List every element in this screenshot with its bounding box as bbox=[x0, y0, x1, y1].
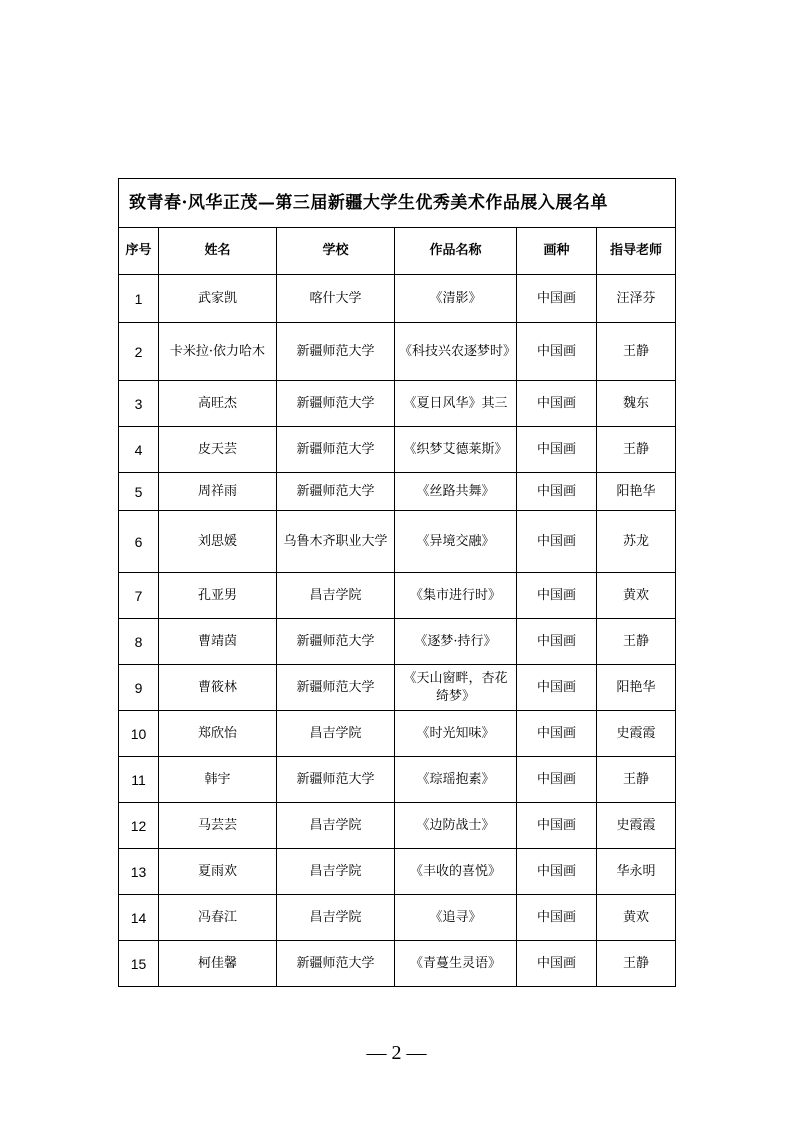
cell-school: 新疆师范大学 bbox=[277, 381, 395, 427]
cell-index: 7 bbox=[119, 573, 159, 619]
cell-work-title: 《织梦艾德莱斯》 bbox=[395, 427, 517, 473]
cell-name: 郑欣怡 bbox=[159, 711, 277, 757]
cell-index: 15 bbox=[119, 941, 159, 987]
cell-name: 韩宇 bbox=[159, 757, 277, 803]
cell-name: 曹靖茵 bbox=[159, 619, 277, 665]
cell-index: 13 bbox=[119, 849, 159, 895]
cell-genre: 中国画 bbox=[517, 427, 597, 473]
header-genre: 画种 bbox=[517, 228, 597, 275]
cell-work-title: 《丰收的喜悦》 bbox=[395, 849, 517, 895]
cell-school: 新疆师范大学 bbox=[277, 665, 395, 711]
cell-genre: 中国画 bbox=[517, 803, 597, 849]
cell-name: 冯春江 bbox=[159, 895, 277, 941]
cell-school: 新疆师范大学 bbox=[277, 427, 395, 473]
cell-index: 3 bbox=[119, 381, 159, 427]
cell-index: 8 bbox=[119, 619, 159, 665]
table-row bbox=[119, 473, 676, 511]
cell-name: 高旺杰 bbox=[159, 381, 277, 427]
cell-school: 新疆师范大学 bbox=[277, 619, 395, 665]
cell-genre: 中国画 bbox=[517, 275, 597, 323]
cell-work-title: 《琮瑶抱素》 bbox=[395, 757, 517, 803]
cell-genre: 中国画 bbox=[517, 619, 597, 665]
cell-advisor: 魏东 bbox=[597, 381, 676, 427]
cell-name: 周祥雨 bbox=[159, 473, 277, 511]
cell-genre: 中国画 bbox=[517, 323, 597, 381]
table-row bbox=[119, 757, 676, 803]
header-work-title: 作品名称 bbox=[395, 228, 517, 275]
cell-name: 曹筱林 bbox=[159, 665, 277, 711]
cell-index: 9 bbox=[119, 665, 159, 711]
cell-work-title: 《夏日风华》其三 bbox=[395, 381, 517, 427]
cell-advisor: 苏龙 bbox=[597, 511, 676, 573]
cell-advisor: 史霞霞 bbox=[597, 803, 676, 849]
cell-advisor: 王静 bbox=[597, 619, 676, 665]
document-title: 致青春·风华正茂—第三届新疆大学生优秀美术作品展入展名单 bbox=[119, 179, 676, 228]
cell-advisor: 王静 bbox=[597, 427, 676, 473]
cell-work-title: 《青蔓生灵语》 bbox=[395, 941, 517, 987]
cell-index: 1 bbox=[119, 275, 159, 323]
cell-genre: 中国画 bbox=[517, 381, 597, 427]
cell-index: 6 bbox=[119, 511, 159, 573]
cell-work-title: 《科技兴农逐梦时》 bbox=[395, 323, 517, 381]
cell-work-title: 《异境交融》 bbox=[395, 511, 517, 573]
cell-school: 昌吉学院 bbox=[277, 711, 395, 757]
cell-school: 新疆师范大学 bbox=[277, 941, 395, 987]
table-row bbox=[119, 573, 676, 619]
cell-name: 武家凯 bbox=[159, 275, 277, 323]
cell-name: 马芸芸 bbox=[159, 803, 277, 849]
cell-school: 新疆师范大学 bbox=[277, 757, 395, 803]
table-row bbox=[119, 941, 676, 987]
table-row bbox=[119, 275, 676, 323]
cell-work-title: 《追寻》 bbox=[395, 895, 517, 941]
cell-genre: 中国画 bbox=[517, 711, 597, 757]
cell-school: 新疆师范大学 bbox=[277, 323, 395, 381]
header-index: 序号 bbox=[119, 228, 159, 275]
header-row bbox=[119, 228, 676, 275]
cell-name: 皮天芸 bbox=[159, 427, 277, 473]
table-row bbox=[119, 895, 676, 941]
cell-advisor: 阳艳华 bbox=[597, 473, 676, 511]
cell-genre: 中国画 bbox=[517, 473, 597, 511]
cell-advisor: 汪泽芬 bbox=[597, 275, 676, 323]
table-row bbox=[119, 381, 676, 427]
cell-school: 新疆师范大学 bbox=[277, 473, 395, 511]
cell-name: 刘思媛 bbox=[159, 511, 277, 573]
cell-work-title: 《边防战士》 bbox=[395, 803, 517, 849]
cell-school: 昌吉学院 bbox=[277, 573, 395, 619]
cell-index: 10 bbox=[119, 711, 159, 757]
cell-advisor: 王静 bbox=[597, 323, 676, 381]
cell-school: 昌吉学院 bbox=[277, 895, 395, 941]
cell-name: 卡米拉·依力哈木 bbox=[159, 323, 277, 381]
cell-index: 12 bbox=[119, 803, 159, 849]
cell-genre: 中国画 bbox=[517, 941, 597, 987]
cell-index: 2 bbox=[119, 323, 159, 381]
cell-advisor: 史霞霞 bbox=[597, 711, 676, 757]
cell-genre: 中国画 bbox=[517, 849, 597, 895]
cell-genre: 中国画 bbox=[517, 895, 597, 941]
table-row bbox=[119, 711, 676, 757]
cell-school: 昌吉学院 bbox=[277, 849, 395, 895]
table-row bbox=[119, 849, 676, 895]
cell-genre: 中国画 bbox=[517, 757, 597, 803]
table-row bbox=[119, 619, 676, 665]
cell-name: 孔亚男 bbox=[159, 573, 277, 619]
header-advisor: 指导老师 bbox=[597, 228, 676, 275]
roster-table bbox=[118, 178, 676, 987]
cell-index: 11 bbox=[119, 757, 159, 803]
table-row bbox=[119, 323, 676, 381]
cell-school: 昌吉学院 bbox=[277, 803, 395, 849]
cell-advisor: 阳艳华 bbox=[597, 665, 676, 711]
page-number: — 2 — bbox=[366, 1042, 427, 1064]
cell-index: 5 bbox=[119, 473, 159, 511]
header-name: 姓名 bbox=[159, 228, 277, 275]
cell-work-title: 《集市进行时》 bbox=[395, 573, 517, 619]
table-row bbox=[119, 665, 676, 711]
cell-work-title: 《时光知味》 bbox=[395, 711, 517, 757]
cell-name: 夏雨欢 bbox=[159, 849, 277, 895]
cell-advisor: 华永明 bbox=[597, 849, 676, 895]
table-row bbox=[119, 803, 676, 849]
cell-school: 喀什大学 bbox=[277, 275, 395, 323]
cell-genre: 中国画 bbox=[517, 511, 597, 573]
cell-school: 乌鲁木齐职业大学 bbox=[277, 511, 395, 573]
cell-work-title: 《清影》 bbox=[395, 275, 517, 323]
roster-sheet bbox=[118, 178, 675, 987]
cell-advisor: 黄欢 bbox=[597, 895, 676, 941]
cell-name: 柯佳馨 bbox=[159, 941, 277, 987]
cell-genre: 中国画 bbox=[517, 665, 597, 711]
table-row bbox=[119, 427, 676, 473]
cell-index: 4 bbox=[119, 427, 159, 473]
header-school: 学校 bbox=[277, 228, 395, 275]
cell-work-title: 《天山窗畔，杏花绮梦》 bbox=[395, 665, 517, 711]
cell-index: 14 bbox=[119, 895, 159, 941]
cell-advisor: 王静 bbox=[597, 757, 676, 803]
cell-advisor: 王静 bbox=[597, 941, 676, 987]
cell-genre: 中国画 bbox=[517, 573, 597, 619]
cell-work-title: 《逐梦·持行》 bbox=[395, 619, 517, 665]
cell-work-title: 《丝路共舞》 bbox=[395, 473, 517, 511]
cell-advisor: 黄欢 bbox=[597, 573, 676, 619]
table-row bbox=[119, 511, 676, 573]
